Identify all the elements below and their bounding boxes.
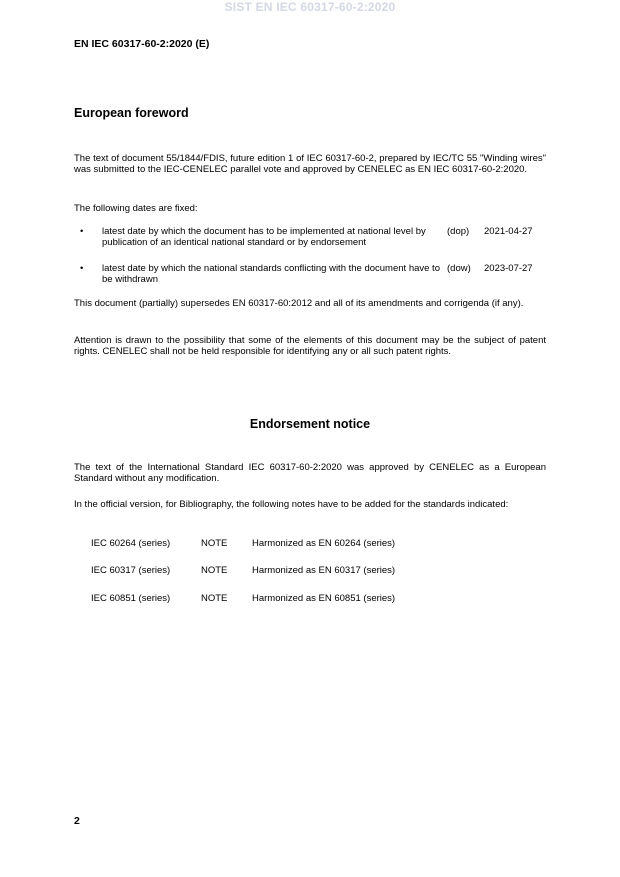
endorsement-paragraph: The text of the International Standard IEC 60317-60-2:2020 was approved by CENELEC as a European Standard without any modification. [74, 462, 546, 485]
bibliography-paragraph: In the official version, for Bibliography, the following notes have to be added for the standards indicated: [74, 499, 509, 510]
document-header: EN IEC 60317-60-2:2020 (E) [74, 38, 210, 50]
standard-reference: IEC 60317 (series) [91, 565, 171, 576]
foreword-paragraph: The text of document 55/1844/FDIS, future edition 1 of IEC 60317-60-2, prepared by IEC/TC 55 "Winding wires" was submitted to the IEC-CENELEC parallel vote and approved by CENELEC as EN IEC 60317-60-2:2020. [74, 153, 546, 176]
standard-reference: IEC 60851 (series) [91, 593, 171, 604]
date-abbreviation: (dop) [447, 226, 470, 237]
date-abbreviation: (dow) [447, 263, 471, 274]
harmonized-text: Harmonized as EN 60851 (series) [252, 593, 396, 604]
dates-intro: The following dates are fixed: [74, 203, 198, 214]
attention-paragraph: Attention is drawn to the possibility that some of the elements of this document may be the subject of patent rights. CENELEC shall not be held responsible for identifying any or all such patent rights. [74, 335, 546, 358]
harmonized-text: Harmonized as EN 60264 (series) [252, 538, 396, 549]
foreword-heading: European foreword [74, 106, 189, 120]
date-value: 2021-04-27 [484, 226, 533, 237]
endorsement-heading: Endorsement notice [249, 417, 371, 431]
supersedes-paragraph: This document (partially) supersedes EN 60317-60:2012 and all of its amendments and corrigenda (if any). [74, 298, 524, 309]
bullet: • [80, 263, 84, 274]
harmonized-text: Harmonized as EN 60317 (series) [252, 565, 396, 576]
date-value: 2023-07-27 [484, 263, 533, 274]
date-description: latest date by which the national standards conflicting with the document have to be withdrawn [102, 263, 440, 286]
note-label: NOTE [201, 593, 228, 604]
date-description: latest date by which the document has to be implemented at national level by publication of an identical national standard or by endorsement [102, 226, 426, 249]
note-label: NOTE [201, 538, 228, 549]
note-label: NOTE [201, 565, 228, 576]
bullet: • [80, 226, 84, 237]
watermark: SIST EN IEC 60317-60-2:2020 [224, 0, 396, 14]
page-number: 2 [74, 815, 80, 827]
standard-reference: IEC 60264 (series) [91, 538, 171, 549]
